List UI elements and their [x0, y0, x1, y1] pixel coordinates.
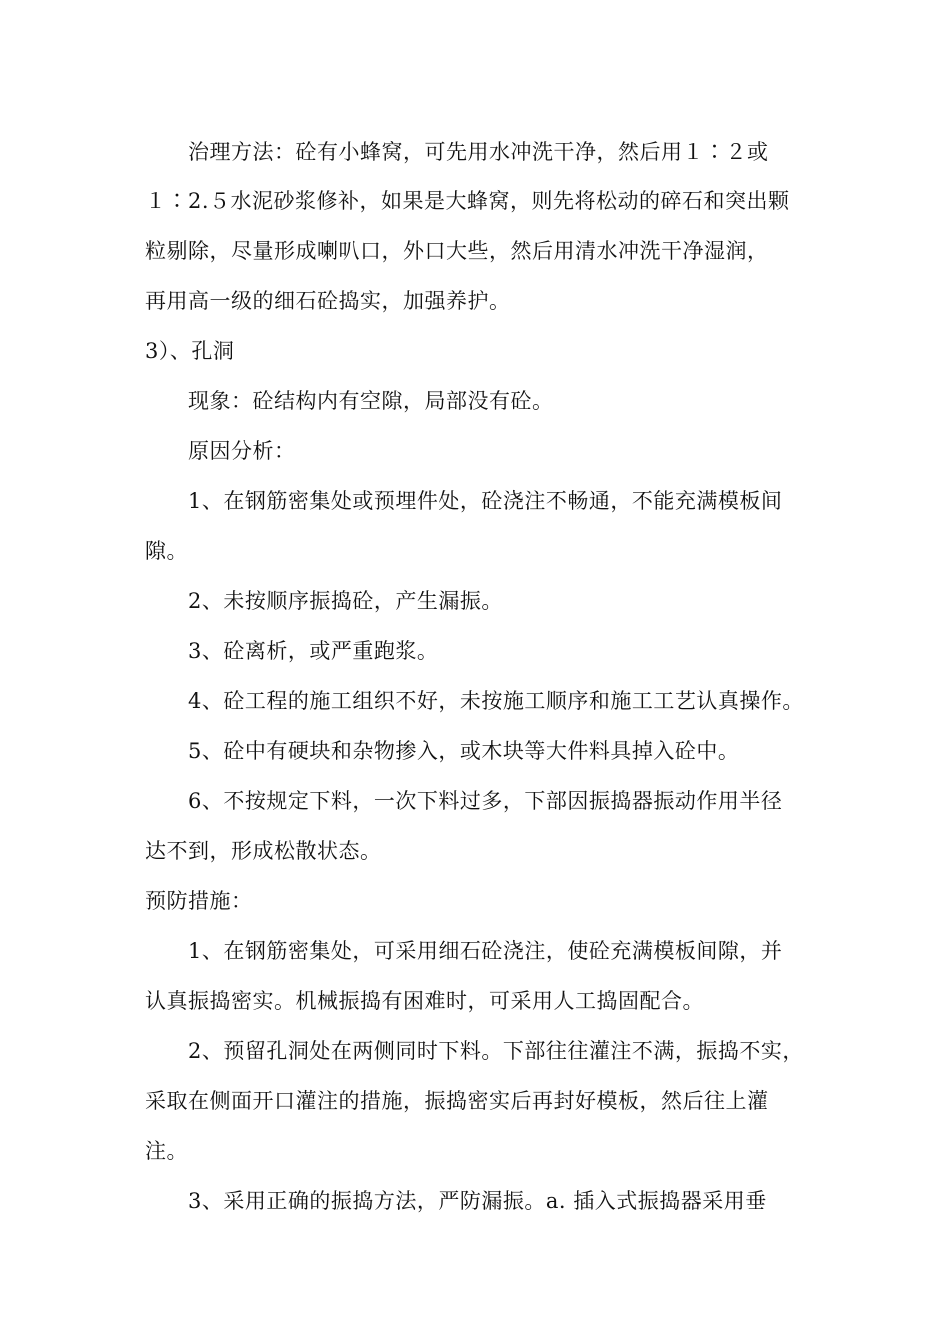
- section-heading-holes: 3）、孔洞: [145, 339, 235, 363]
- cause-analysis-heading: 原因分析：: [188, 439, 296, 463]
- prevention-item-2-line-3: 注。: [145, 1139, 188, 1163]
- cause-item-3: 3、砼离析，或严重跑浆。: [188, 639, 439, 663]
- prevention-item-2-line-1: 2、预留孔洞处在两侧同时下料。下部往往灌注不满，振捣不实，: [188, 1039, 804, 1063]
- cause-item-6-line-2: 达不到，形成松散状态。: [145, 839, 382, 863]
- paragraph-treatment-line-3: 粒剔除，尽量形成喇叭口，外口大些，然后用清水冲洗干净湿润，: [145, 239, 769, 263]
- prevention-item-2-line-2: 采取在侧面开口灌注的措施，振捣密实后再封好模板，然后往上灌: [145, 1089, 769, 1113]
- cause-item-5: 5、砼中有硬块和杂物掺入，或木块等大件料具掉入砼中。: [188, 739, 740, 763]
- cause-item-4: 4、砼工程的施工组织不好，未按施工顺序和施工工艺认真操作。: [188, 689, 804, 713]
- paragraph-treatment-line-2: １∶2.５水泥砂浆修补，如果是大蜂窝，则先将松动的碎石和突出颗: [145, 189, 790, 213]
- cause-item-1-line-2: 隙。: [145, 539, 188, 563]
- prevention-item-1-line-1: 1、在钢筋密集处，可采用细石砼浇注，使砼充满模板间隙，并: [188, 939, 783, 963]
- cause-item-1-line-1: 1、在钢筋密集处或预埋件处，砼浇注不畅通，不能充满模板间: [188, 489, 783, 513]
- prevention-item-1-line-2: 认真振捣密实。机械振捣有困难时，可采用人工捣固配合。: [145, 989, 704, 1013]
- cause-item-2: 2、未按顺序振捣砼，产生漏振。: [188, 589, 503, 613]
- prevention-heading: 预防措施：: [145, 889, 253, 913]
- cause-item-6-line-1: 6、不按规定下料，一次下料过多，下部因振捣器振动作用半径: [188, 789, 783, 813]
- phenomenon-line: 现象：砼结构内有空隙，局部没有砼。: [188, 389, 554, 413]
- paragraph-treatment-line-1: 治理方法：砼有小蜂窝，可先用水冲洗干净，然后用１∶２或: [188, 140, 769, 164]
- paragraph-treatment-line-4: 再用高一级的细石砼捣实，加强养护。: [145, 289, 511, 313]
- prevention-item-3-line-1: 3、采用正确的振捣方法，严防漏振。a. 插入式振捣器采用垂: [188, 1189, 767, 1213]
